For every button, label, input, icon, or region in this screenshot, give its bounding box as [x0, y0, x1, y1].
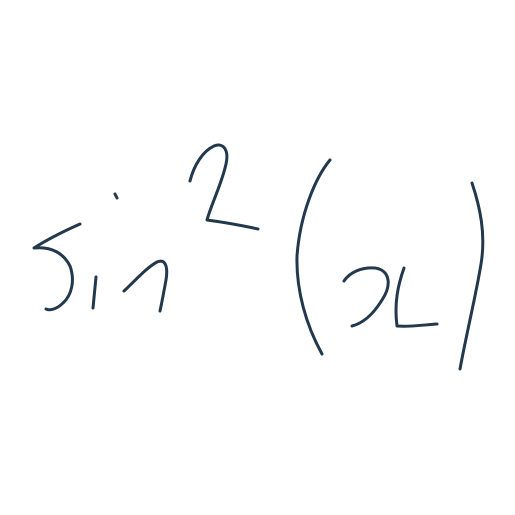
glyph-s — [34, 224, 80, 310]
glyph-left-paren — [297, 160, 330, 354]
glyph-i-stem — [93, 277, 96, 308]
glyph-i-dot — [115, 194, 117, 198]
glyph-superscript-2 — [190, 145, 258, 229]
glyph-right-paren — [460, 183, 483, 369]
glyph-x — [344, 268, 437, 326]
glyph-n — [124, 261, 167, 311]
